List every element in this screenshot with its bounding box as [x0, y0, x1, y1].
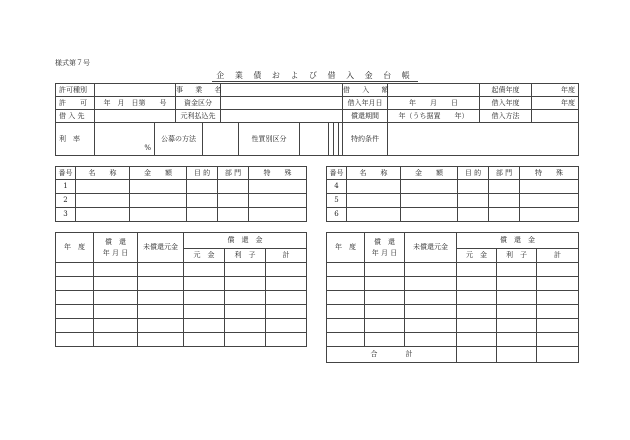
table-row — [327, 333, 579, 347]
col-repay-date: 償 還 年 月 日 — [365, 233, 405, 263]
public-method-label: 公募の方法 — [155, 123, 203, 156]
lender-label: 借 入 先 — [56, 110, 95, 123]
col-special: 特 殊 — [520, 167, 579, 180]
form-number: 様式第７号 — [55, 59, 90, 67]
table-row — [56, 291, 307, 305]
repay-place-field[interactable] — [221, 110, 343, 123]
table-row — [327, 194, 579, 208]
permit-date-field[interactable]: 年 月 日第 号 — [95, 97, 176, 110]
table-row — [327, 291, 579, 305]
col-department: 部 門 — [218, 167, 249, 180]
loan-year-field[interactable]: 年度 — [532, 97, 579, 110]
loan-amount-label: 借 入 額 — [343, 84, 388, 97]
col-total: 計 — [266, 249, 307, 263]
col-unpaid-principal: 未償還元金 — [405, 233, 457, 263]
table-row — [327, 208, 579, 222]
col-purpose: 目 的 — [458, 167, 489, 180]
business-name-field[interactable] — [221, 84, 343, 97]
loan-method-field[interactable] — [532, 110, 579, 123]
permit-label: 許 可 — [56, 97, 95, 110]
table-row — [56, 277, 307, 291]
col-repay-amount: 償 還 金 — [457, 233, 579, 249]
sum-label: 合 計 — [327, 347, 457, 363]
col-department: 部 門 — [489, 167, 520, 180]
loan-date-field[interactable]: 年 月 日 — [388, 97, 480, 110]
header-grid — [55, 83, 579, 156]
table-row — [327, 277, 579, 291]
repay-table-left — [55, 232, 307, 347]
repay-period-field[interactable]: 年（うち据置 年） — [388, 110, 480, 123]
col-total: 計 — [537, 249, 579, 263]
col-purpose: 目 的 — [187, 167, 218, 180]
table-row — [327, 180, 579, 194]
interest-rate-label: 利 率 — [56, 123, 95, 156]
repay-place-label: 元利払込先 — [176, 110, 221, 123]
col-year: 年 度 — [327, 233, 365, 263]
special-terms-field[interactable] — [388, 123, 579, 156]
col-name: 名 称 — [76, 167, 130, 180]
col-principal: 元 金 — [457, 249, 497, 263]
fund-class-field[interactable] — [221, 97, 343, 110]
fund-class-label: 資金区分 — [176, 97, 221, 110]
repay-table-right — [326, 232, 579, 363]
nature-class-label: 性質別区分 — [239, 123, 300, 156]
table-row — [56, 263, 307, 277]
row-number: 5 — [327, 194, 347, 208]
row-number: 2 — [56, 194, 76, 208]
loan-method-label: 借入方法 — [480, 110, 532, 123]
loan-date-label: 借入年月日 — [343, 97, 388, 110]
page-title: 企 業 債 お よ び 借 入 金 台 帳 — [0, 70, 630, 81]
repay-period-label: 償還期間 — [343, 110, 388, 123]
row-number: 3 — [56, 208, 76, 222]
loan-amount-field[interactable] — [388, 84, 480, 97]
col-repay-amount: 償 還 金 — [184, 233, 307, 249]
col-year: 年 度 — [56, 233, 94, 263]
table-row — [56, 319, 307, 333]
purpose-table-left — [55, 166, 307, 222]
table-row — [56, 208, 307, 222]
col-unpaid-principal: 未償還元金 — [138, 233, 184, 263]
table-row — [327, 319, 579, 333]
row-number: 4 — [327, 180, 347, 194]
lender-field[interactable] — [95, 110, 176, 123]
table-row — [56, 305, 307, 319]
table-row — [56, 194, 307, 208]
col-number: 番号 — [327, 167, 347, 180]
col-repay-date: 償 還 年 月 日 — [94, 233, 138, 263]
col-number: 番号 — [56, 167, 76, 180]
col-special: 特 殊 — [249, 167, 307, 180]
sum-row — [327, 347, 579, 363]
row-number: 6 — [327, 208, 347, 222]
loan-year-label: 借入年度 — [480, 97, 532, 110]
public-method-field[interactable] — [203, 123, 239, 156]
col-interest: 利 子 — [497, 249, 537, 263]
table-row — [56, 333, 307, 347]
col-amount: 金 額 — [401, 167, 458, 180]
permit-type-label: 許可種別 — [56, 84, 95, 97]
table-row — [327, 263, 579, 277]
table-row — [56, 180, 307, 194]
col-amount: 金 額 — [130, 167, 187, 180]
table-row — [327, 305, 579, 319]
permit-type-field[interactable] — [95, 84, 176, 97]
col-name: 名 称 — [347, 167, 401, 180]
interest-rate-field[interactable]: % — [95, 123, 155, 156]
issue-year-label: 起債年度 — [480, 84, 532, 97]
row-number: 1 — [56, 180, 76, 194]
purpose-table-right — [326, 166, 579, 222]
col-interest: 利 子 — [225, 249, 266, 263]
business-name-label: 事 業 名 — [176, 84, 221, 97]
nature-class-box-1[interactable] — [300, 123, 329, 156]
col-principal: 元 金 — [184, 249, 225, 263]
issue-year-field[interactable]: 年度 — [532, 84, 579, 97]
special-terms-label: 特約条件 — [343, 123, 388, 156]
